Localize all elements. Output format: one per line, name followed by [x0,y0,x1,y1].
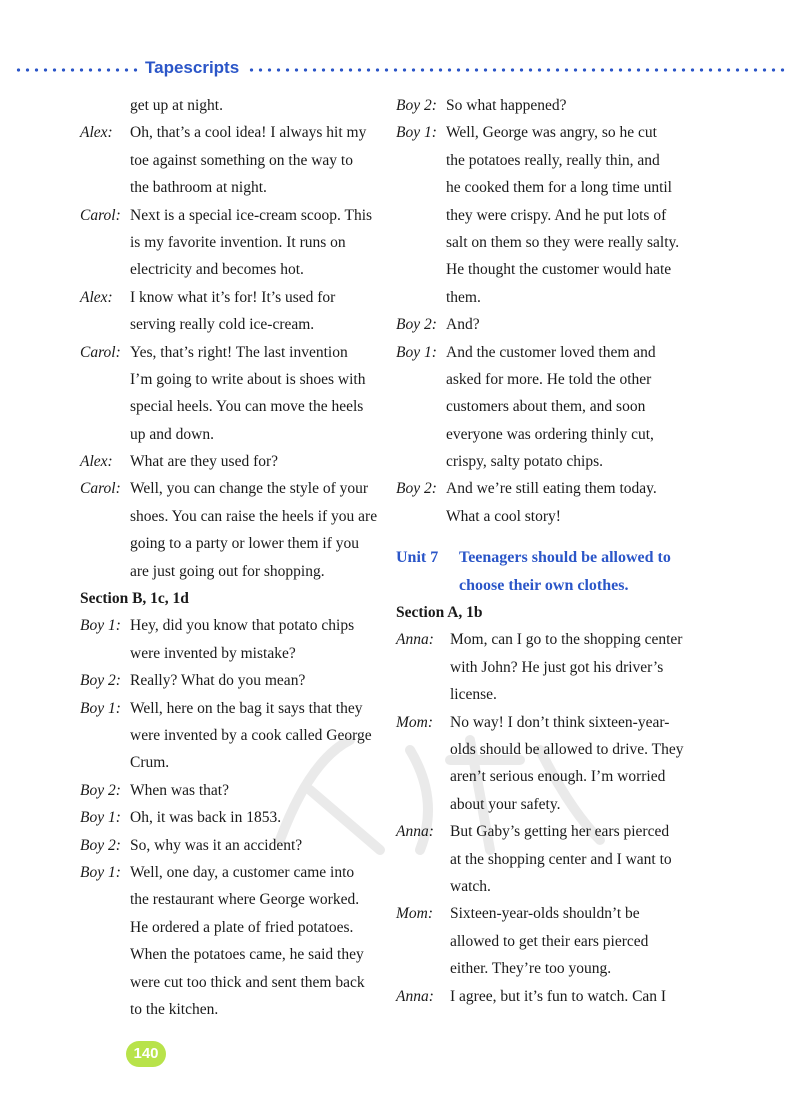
dialogue-text: Oh, that’s a cool idea! I always hit my [130,124,367,142]
left-column [80,92,380,1023]
dialogue-line [80,475,380,502]
dialogue-text: customers about them, and soon [446,398,646,416]
speaker-label: Boy 1: [396,343,437,361]
dialogue-text: to the kitchen. [130,1000,219,1018]
dialogue-line [80,722,380,749]
dialogue-line [80,558,380,585]
dialogue-text: So, why was it an accident? [130,836,303,854]
dialogue-line [80,229,380,256]
header-dots-right [247,68,787,72]
dialogue-line [80,366,380,393]
dialogue-line [396,366,696,393]
speaker-label: Alex: [80,124,113,142]
dialogue-text: Sixteen-year-olds shouldn’t be [450,905,640,923]
dialogue-line [396,311,696,338]
speaker-label: Boy 2: [80,836,121,854]
dialogue-text: What a cool story! [446,507,561,525]
dialogue-line [396,174,696,201]
dialogue-text: So what happened? [446,97,567,114]
dialogue-text: special heels. You can move the heels [130,398,364,416]
dialogue-text: Well, one day, a customer came into [130,863,355,881]
speaker-label: Boy 1: [80,617,121,635]
dialogue-text: Hey, did you know that potato chips [130,617,355,635]
speaker-label: Boy 2: [396,97,437,114]
dialogue-line [396,92,696,119]
speaker-label: Mom: [396,713,434,731]
speaker-label: Carol: [80,206,121,224]
dialogue-line [396,928,696,955]
dialogue-line [80,996,380,1023]
dialogue-text: everyone was ordering thinly cut, [446,425,654,443]
dialogue-text: olds should be allowed to drive. They [450,740,684,758]
speaker-label: Alex: [80,453,113,471]
dialogue-text: is my favorite invention. It runs on [130,233,346,251]
dialogue-text: going to a party or lower them if you [130,535,360,553]
dialogue-line [80,804,380,831]
dialogue-line [80,284,380,311]
speaker-label: Boy 1: [80,863,121,881]
speaker-label: Anna: [396,823,434,841]
dialogue-line [80,530,380,557]
dialogue-line [80,147,380,174]
speaker-label: Boy 2: [80,672,121,690]
dialogue-line [396,475,696,502]
page-number-badge: 140 [126,1041,166,1067]
dialogue-line [396,873,696,900]
page-header [0,58,800,82]
dialogue-text: When the potatoes came, he said they [130,946,364,964]
dialogue-line [80,174,380,201]
dialogue-text: were invented by mistake? [130,644,296,662]
right-column [396,92,696,1010]
dialogue-line [80,832,380,859]
dialogue-text: were invented by a cook called George [130,726,372,744]
speaker-label: Boy 1: [80,699,121,717]
dialogue-line [80,914,380,941]
dialogue-text: Oh, it was back in 1853. [130,809,282,827]
dialogue-line [396,955,696,982]
dialogue-text: He ordered a plate of fried potatoes. [130,918,354,936]
dialogue-text: asked for more. He told the other [446,370,652,388]
dialogue-text: And we’re still eating them today. [446,480,657,498]
dialogue-line [80,886,380,913]
dialogue-line [396,202,696,229]
speaker-label: Alex: [80,288,113,306]
dialogue-text: And the customer loved them and [446,343,656,361]
dialogue-line [396,339,696,366]
dialogue-text: What are they used for? [130,453,279,471]
dialogue-text: Really? What do you mean? [130,672,306,690]
speaker-label: Anna: [396,631,434,649]
dialogue-text: toe against something on the way to [130,151,353,169]
speaker-label: Anna: [396,987,434,1005]
section-heading-text: Section B, 1c, 1d [80,590,189,608]
dialogue-line [396,681,696,708]
dialogue-text: I agree, but it’s fun to watch. Can I [450,987,667,1005]
dialogue-text: them. [446,288,481,306]
dialogue-line [396,256,696,283]
section-heading [396,599,696,626]
dialogue-text: get up at night. [130,97,223,114]
dialogue-text: up and down. [130,425,214,443]
dialogue-line [80,256,380,283]
dialogue-line [80,92,380,119]
dialogue-line [80,202,380,229]
dialogue-line [80,339,380,366]
speaker-label: Boy 2: [396,316,437,334]
dialogue-line [80,119,380,146]
dialogue-line [396,421,696,448]
dialogue-line [396,626,696,653]
unit-title: Teenagers should be allowed to [459,549,671,567]
dialogue-text: I know what it’s for! It’s used for [130,288,336,306]
dialogue-text: aren’t serious enough. I’m worried [450,768,666,786]
dialogue-text: watch. [450,877,491,895]
speaker-label: Mom: [396,905,434,923]
section-heading-text: Section A, 1b [396,604,483,622]
dialogue-line [80,448,380,475]
dialogue-text: Well, here on the bag it says that they [130,699,363,717]
dialogue-text: Well, George was angry, so he cut [446,124,657,142]
dialogue-line [396,448,696,475]
dialogue-line [80,421,380,448]
header-dots-left [14,68,138,72]
unit-number: Unit 7 [396,549,439,567]
dialogue-text: were cut too thick and sent them back [130,973,365,991]
dialogue-text: the bathroom at night. [130,179,267,197]
dialogue-text: about your safety. [450,795,561,813]
dialogue-line [396,119,696,146]
dialogue-text: And? [446,316,480,334]
dialogue-line [80,311,380,338]
dialogue-text: either. They’re too young. [450,960,612,978]
dialogue-line [396,147,696,174]
dialogue-line [396,983,696,1010]
header-title: Tapescripts [145,58,240,77]
dialogue-line [396,654,696,681]
unit-heading [396,544,696,571]
dialogue-line [396,900,696,927]
unit-heading [396,572,696,599]
dialogue-text: Next is a special ice-cream scoop. This [130,206,373,224]
dialogue-text: they were crispy. And he put lots of [446,206,667,224]
dialogue-text: at the shopping center and I want to [450,850,672,868]
dialogue-line [80,859,380,886]
dialogue-line [80,640,380,667]
dialogue-text: Yes, that’s right! The last invention [130,343,348,361]
section-heading [80,585,380,612]
dialogue-text: the potatoes really, really thin, and [446,151,660,169]
dialogue-text: license. [450,686,497,704]
dialogue-line [396,736,696,763]
dialogue-line [80,969,380,996]
dialogue-line [396,818,696,845]
dialogue-line [80,667,380,694]
dialogue-line [396,846,696,873]
dialogue-text: But Gaby’s getting her ears pierced [450,823,670,841]
dialogue-text: with John? He just got his driver’s [450,658,664,676]
dialogue-line [80,503,380,530]
dialogue-line [80,941,380,968]
dialogue-line [396,791,696,818]
dialogue-line [396,503,696,530]
dialogue-text: No way! I don’t think sixteen-year- [450,713,670,731]
dialogue-line [80,393,380,420]
dialogue-text: I’m going to write about is shoes with [130,370,366,388]
dialogue-text: the restaurant where George worked. [130,891,360,909]
speaker-label: Boy 1: [80,809,121,827]
dialogue-line [80,749,380,776]
dialogue-text: crispy, salty potato chips. [446,453,603,471]
dialogue-text: salt on them so they were really salty. [446,233,680,251]
dialogue-text: serving really cold ice-cream. [130,316,315,334]
dialogue-text: are just going out for shopping. [130,562,325,580]
speaker-label: Carol: [80,343,121,361]
spacer [396,530,696,544]
dialogue-text: He thought the customer would hate [446,261,672,279]
dialogue-text: allowed to get their ears pierced [450,932,649,950]
dialogue-line [396,763,696,790]
dialogue-text: When was that? [130,781,229,799]
dialogue-text: Mom, can I go to the shopping center [450,631,683,649]
speaker-label: Boy 1: [396,124,437,142]
dialogue-line [80,695,380,722]
dialogue-line [80,777,380,804]
dialogue-line [80,612,380,639]
dialogue-line [396,709,696,736]
dialogue-text: shoes. You can raise the heels if you are [130,507,378,525]
dialogue-text: Well, you can change the style of your [130,480,369,498]
unit-title: choose their own clothes. [459,576,629,594]
speaker-label: Boy 2: [80,781,121,799]
speaker-label: Carol: [80,480,121,498]
speaker-label: Boy 2: [396,480,437,498]
dialogue-text: electricity and becomes hot. [130,261,304,279]
dialogue-text: Crum. [130,754,170,772]
dialogue-line [396,393,696,420]
dialogue-line [396,229,696,256]
dialogue-text: he cooked them for a long time until [446,179,672,197]
dialogue-line [396,284,696,311]
